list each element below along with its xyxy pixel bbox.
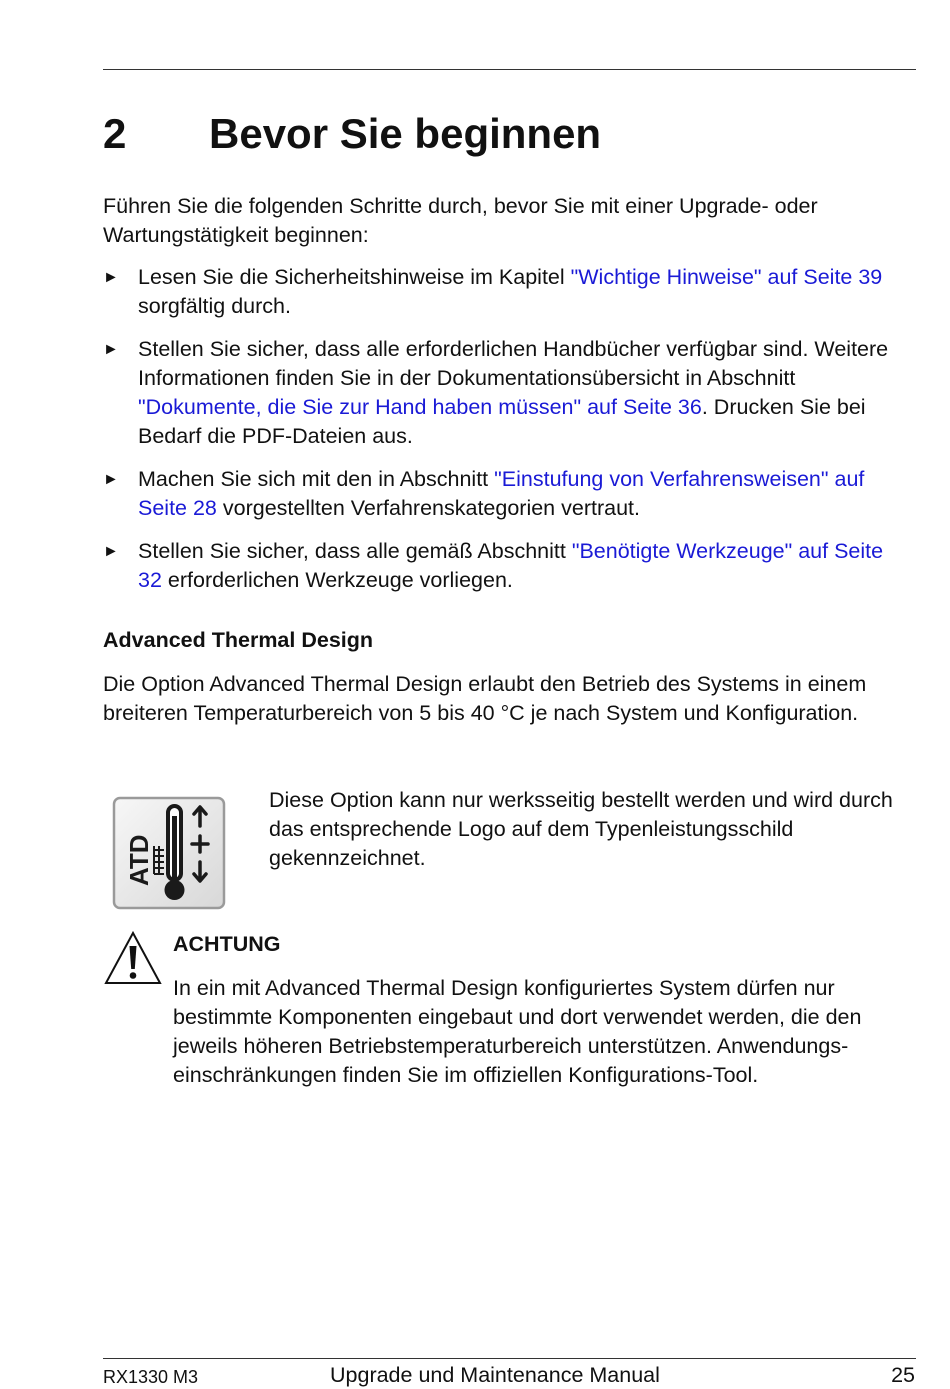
xref-link-werkzeuge[interactable]: "Benötigte Werkzeuge" auf Seite 32 <box>138 539 884 592</box>
xref-link-einstufung[interactable]: "Einstufung von Verfahrensweisen" auf Seite 28 <box>138 467 865 520</box>
warning-text: In ein mit Advanced Thermal Design konfiguriertes System dürfen nur bestimmte Komponenten eingebaut und dort verwendet werden, die den jeweils höheren Betriebstemperaturbereich unterstützen. Anwendungseinschränkungen finden Sie im offiziellen Konfigurations-Tool. <box>173 976 862 1087</box>
list-item-text: Stellen Sie sicher, dass alle erforderlichen Handbücher verfügbar sind. Weitere Informationen finden Sie in der Dokumentationsübersicht in Abschnitt <box>138 337 889 390</box>
list-item-text: . Drucken Sie bei Bedarf die PDF-Dateien aus. <box>138 395 866 448</box>
logo-paragraph: Diese Option kann nur werksseitig bestellt werden und wird durch das entsprechende Logo auf dem Typenleistungsschild gekennzeichnet. <box>269 788 893 870</box>
section-heading: Advanced Thermal Design <box>103 628 374 652</box>
xref-link-dokumente[interactable]: "Dokumente, die Sie zur Hand haben müssen" auf Seite 36 <box>138 395 702 419</box>
atd-thermometer-logo <box>112 796 226 910</box>
footer-rule <box>103 1358 916 1359</box>
list-item-text: vorgestellten Verfahrenskategorien vertraut. <box>216 496 640 520</box>
atd-logo-text: ATD <box>124 834 154 886</box>
section-paragraph: Die Option Advanced Thermal Design erlaubt den Betrieb des Systems in einem breiteren Temperaturbereich von 5 bis 40 °C je nach System und Konfiguration. <box>103 672 867 725</box>
chapter-number: 2 <box>103 110 127 157</box>
list-item <box>103 263 903 321</box>
bullet-triangle-icon: ► <box>103 471 119 488</box>
warning-title: ACHTUNG <box>173 932 281 956</box>
list-item <box>103 465 903 523</box>
step-list <box>103 263 903 595</box>
bullet-triangle-icon: ► <box>103 543 119 560</box>
list-item-text: Lesen Sie die Sicherheitshinweise im Kapitel <box>138 265 571 289</box>
chapter-title: Bevor Sie beginnen <box>209 110 602 157</box>
footer-manual-title: Upgrade und Maintenance Manual <box>330 1363 660 1387</box>
chapter-heading <box>103 108 601 160</box>
list-item-text: Stellen Sie sicher, dass alle gemäß Abschnitt <box>138 539 572 563</box>
page-number: 25 <box>891 1363 915 1387</box>
bullet-triangle-icon: ► <box>103 269 119 286</box>
header-rule <box>103 69 916 70</box>
xref-link-wichtige-hinweise[interactable]: "Wichtige Hinweise" auf Seite 39 <box>570 265 883 289</box>
list-item-text: sorgfältig durch. <box>138 294 291 318</box>
list-item-text: erforderlichen Werkzeuge vorliegen. <box>161 568 513 592</box>
footer-product: RX1330 M3 <box>103 1367 199 1387</box>
list-item-text: Machen Sie sich mit den in Abschnitt <box>138 467 495 491</box>
bullet-triangle-icon: ► <box>103 341 119 358</box>
intro-paragraph: Führen Sie die folgenden Schritte durch, bevor Sie mit einer Upgrade- oder Wartungstätigkeit beginnen: <box>103 194 818 247</box>
warning-triangle-icon <box>103 930 163 986</box>
list-item <box>103 537 903 595</box>
list-item <box>103 335 903 451</box>
